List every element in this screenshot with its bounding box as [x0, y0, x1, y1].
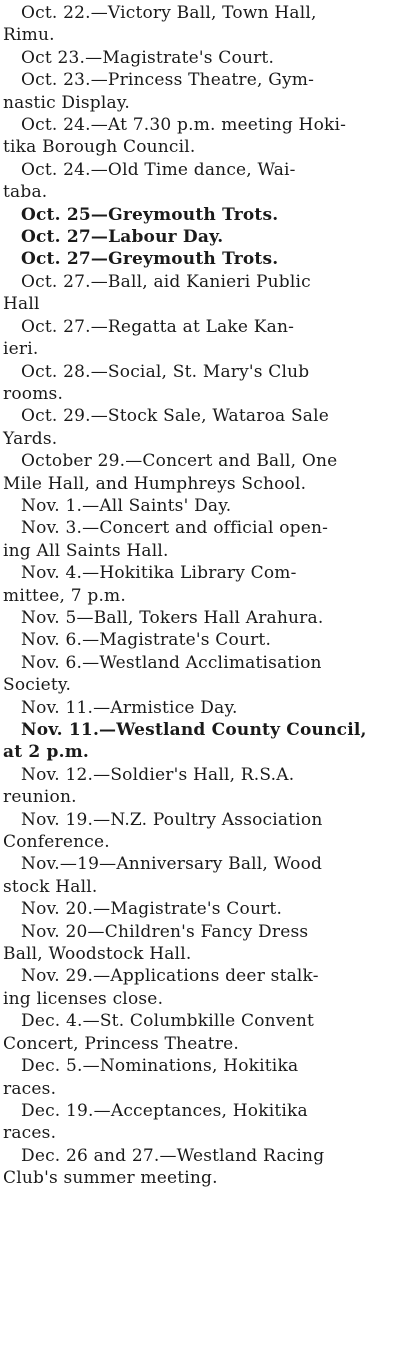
- event-entry: [3, 1100, 404, 1145]
- event-entry: [3, 159, 404, 204]
- event-entry-text: Nov. 20.—Magistrate's Court.: [21, 899, 283, 920]
- event-entry: [3, 47, 404, 69]
- event-entry-continuation: tika Borough Council.: [3, 137, 196, 158]
- event-entry: [3, 921, 404, 966]
- event-entry-text: Oct. 28.—Social, St. Mary's Club: [21, 361, 310, 382]
- event-entry: [3, 719, 404, 764]
- event-entry-text: Dec. 4.—St. Columbkille Convent: [21, 1011, 315, 1032]
- event-entry-text: Nov. 29.—Applications deer stalk-: [21, 966, 319, 987]
- event-entry-text: Nov. 19.—N.Z. Poultry Association: [21, 809, 323, 830]
- event-entry: [3, 629, 404, 651]
- event-entry: [3, 517, 404, 562]
- event-entry-text: Nov. 4.—Hokitika Library Com-: [21, 563, 297, 584]
- event-entry: [3, 562, 404, 607]
- event-entry-text: Oct. 25—Greymouth Trots.: [21, 204, 279, 225]
- event-entry-text: Oct. 24.—Old Time dance, Wai-: [21, 159, 296, 180]
- event-entry: [3, 1055, 404, 1100]
- event-entry: [3, 1010, 404, 1055]
- event-entry: [3, 114, 404, 159]
- event-entry-continuation: taba.: [3, 182, 48, 203]
- event-entry: [3, 316, 404, 361]
- event-entry-continuation: ieri.: [3, 339, 39, 360]
- event-entry: [3, 809, 404, 854]
- event-entry-text: Oct 23.—Magistrate's Court.: [21, 47, 275, 68]
- event-entry-text: Oct. 27—Greymouth Trots.: [21, 249, 279, 270]
- event-entry-continuation: races.: [3, 1123, 57, 1144]
- event-entry-continuation: nastic Display.: [3, 92, 130, 113]
- event-entry-continuation: Conference.: [3, 832, 110, 853]
- event-entry: [3, 607, 404, 629]
- event-entry-text: Nov. 11.—Westland County Council,: [21, 720, 367, 740]
- event-entry: [3, 248, 404, 270]
- event-entry-continuation: Ball, Woodstock Hall.: [3, 944, 192, 965]
- event-entry-continuation: at 2 p.m.: [3, 742, 90, 763]
- event-entry-text: Oct. 27—Labour Day.: [21, 227, 224, 248]
- event-entry: [3, 965, 404, 1010]
- event-entry: [3, 1145, 404, 1190]
- event-entry-continuation: stock Hall.: [3, 876, 98, 897]
- event-entry-text: Oct. 27.—Ball, aid Kanieri Public: [21, 271, 311, 292]
- event-entry-text: Nov. 6.—Westland Acclimatisation: [21, 652, 322, 673]
- event-calendar-column: [3, 2, 404, 1190]
- event-entry: [3, 450, 404, 495]
- event-entry: [3, 226, 404, 248]
- event-entry-continuation: ing All Saints Hall.: [3, 540, 169, 561]
- event-entry: [3, 495, 404, 517]
- event-entry: [3, 271, 404, 316]
- event-entry-continuation: Rimu.: [3, 25, 55, 46]
- event-entry-text: Oct. 27.—Regatta at Lake Kan-: [21, 316, 295, 337]
- event-entry: [3, 204, 404, 226]
- event-entry-continuation: mittee, 7 p.m.: [3, 585, 126, 606]
- event-entry-text: Oct. 24.—At 7.30 p.m. meeting Hoki-: [21, 115, 347, 136]
- event-entry-text: Nov. 1.—All Saints' Day.: [21, 495, 232, 516]
- event-entry-text: Oct. 29.—Stock Sale, Wataroa Sale: [21, 406, 330, 427]
- event-entry: [3, 361, 404, 406]
- event-entry-text: Dec. 5.—Nominations, Hokitika: [21, 1056, 299, 1077]
- event-entry-text: Nov. 12.—Soldier's Hall, R.S.A.: [21, 764, 295, 785]
- event-entry-continuation: Club's summer meeting.: [3, 1168, 218, 1189]
- event-entry-continuation: Mile Hall, and Humphreys School.: [3, 473, 307, 494]
- event-entry-text: Oct. 23.—Princess Theatre, Gym-: [21, 70, 315, 91]
- event-entry-text: Dec. 26 and 27.—Westland Racing: [21, 1145, 325, 1166]
- event-entry-continuation: Concert, Princess Theatre.: [3, 1033, 240, 1054]
- event-entry: [3, 652, 404, 697]
- event-entry: [3, 764, 404, 809]
- event-entry: [3, 853, 404, 898]
- event-entry-continuation: Yards.: [3, 428, 58, 449]
- event-entry-continuation: ing licenses close.: [3, 988, 164, 1009]
- event-entry: [3, 405, 404, 450]
- event-entry-text: Dec. 19.—Acceptances, Hokitika: [21, 1100, 308, 1121]
- event-entry-text: Oct. 22.—Victory Ball, Town Hall,: [21, 3, 317, 23]
- event-entry-text: Nov. 3.—Concert and official open-: [21, 518, 329, 539]
- event-entry-text: October 29.—Concert and Ball, One: [21, 451, 338, 472]
- event-entry-continuation: Society.: [3, 675, 72, 696]
- event-entry-continuation: rooms.: [3, 383, 64, 404]
- event-entry-continuation: reunion.: [3, 787, 77, 808]
- event-entry-text: Nov. 20—Children's Fancy Dress: [21, 921, 309, 942]
- event-entry: [3, 898, 404, 920]
- event-entry-continuation: races.: [3, 1078, 57, 1099]
- event-entry-text: Nov. 5—Ball, Tokers Hall Arahura.: [21, 607, 324, 628]
- event-entry-text: Nov. 6.—Magistrate's Court.: [21, 630, 272, 651]
- event-entry-continuation: Hall: [3, 294, 40, 315]
- event-entry-text: Nov.—19—Anniversary Ball, Wood: [21, 854, 323, 875]
- event-entry: [3, 69, 404, 114]
- event-entry: [3, 2, 404, 47]
- event-entry: [3, 697, 404, 719]
- event-entry-text: Nov. 11.—Armistice Day.: [21, 697, 238, 718]
